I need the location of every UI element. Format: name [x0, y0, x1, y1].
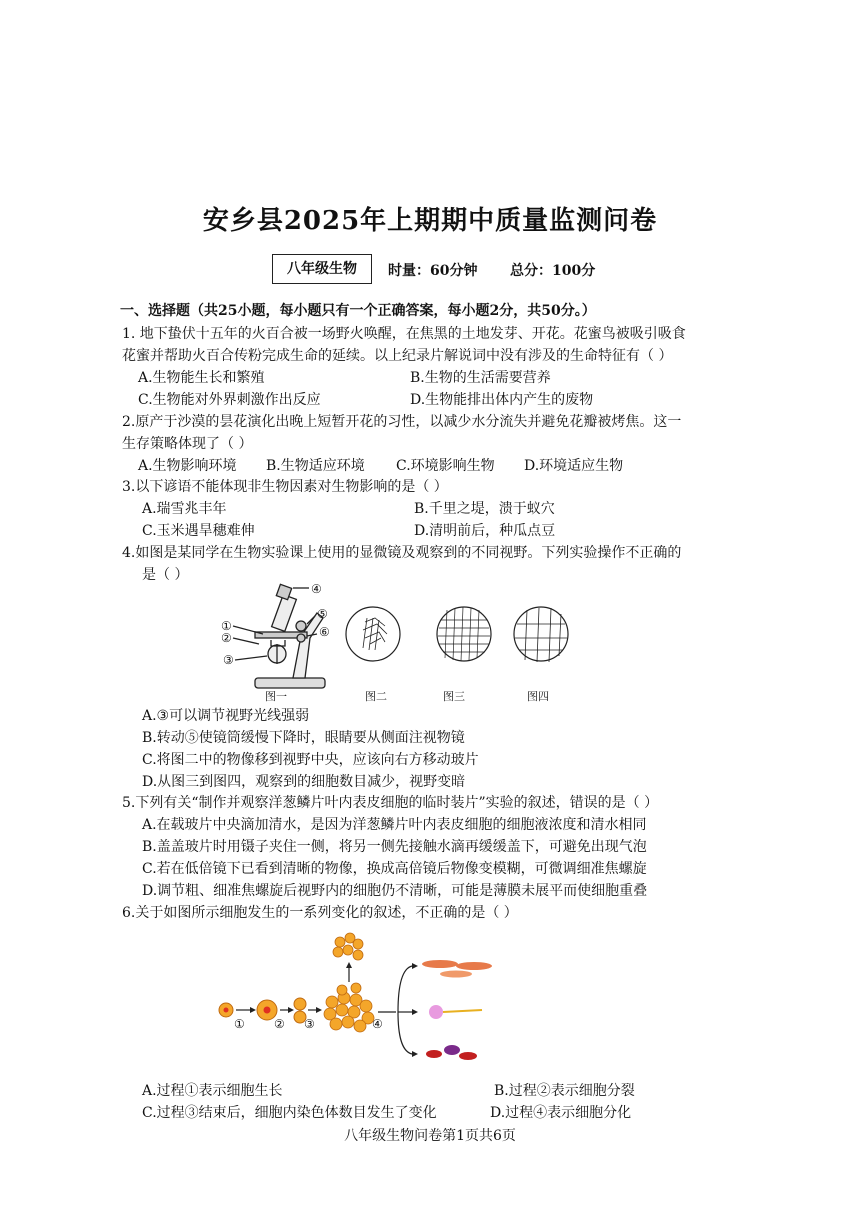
microscope-figure	[215, 578, 595, 708]
q2-option-c: C.环境影响生物	[396, 458, 495, 474]
fig4-label-3: ③	[223, 653, 234, 667]
cell-cluster-large	[324, 983, 374, 1032]
q6-figure	[212, 930, 512, 1065]
field-3-cells	[438, 607, 490, 661]
q2-stem-line1: 2.原产于沙漠的昙花演化出晚上短暂开花的习性，以减少水分流失并避免花瓣被烤焦。这一	[122, 414, 682, 430]
fig4-label-4: ④	[311, 582, 322, 596]
fig-caption-4: 图四	[527, 690, 549, 703]
q3-option-d: D.清明前后，种瓜点豆	[414, 523, 556, 539]
q3-option-c: C.玉米遇旱穗难伸	[142, 523, 255, 539]
fig-caption-1: 图一	[265, 690, 287, 703]
cell-cluster-top	[333, 933, 363, 960]
fig4-label-6: ⑥	[319, 625, 330, 639]
q6-option-c: C.过程③结束后，细胞内染色体数目发生了变化	[142, 1105, 437, 1121]
q5-stem: 5.下列有关“制作并观察洋葱鳞片叶内表皮细胞的临时装片”实验的叙述，错误的是（ ）	[122, 795, 659, 811]
q6-option-d: D.过程④表示细胞分化	[490, 1105, 632, 1121]
q4-option-c: C.将图二中的物像移到视野中央，应该向右方移动玻片	[142, 752, 479, 768]
subject-box: 八年级生物	[272, 254, 372, 284]
q4-figure	[215, 578, 595, 708]
q1-stem-line2: 花蜜并帮助火百合传粉完成生命的延续。以上纪录片解说词中没有涉及的生命特征有（ ）	[122, 348, 673, 364]
q4-option-a: A.③可以调节视野光线强弱	[142, 708, 310, 724]
fig-caption-2: 图二	[365, 690, 387, 703]
tissue-nerve	[429, 1005, 482, 1019]
q6-option-a: A.过程①表示细胞生长	[142, 1083, 283, 1099]
arrow-4-branches	[378, 966, 412, 1054]
fig-caption-3: 图三	[443, 690, 465, 703]
q2-option-d: D.环境适应生物	[524, 458, 624, 474]
q4-option-b: B.转动⑤使镜筒缓慢下降时，眼睛要从侧面注视物镜	[142, 730, 465, 746]
fig4-label-5: ⑤	[317, 607, 328, 621]
q4-stem-line2: 是（ ）	[142, 567, 189, 583]
tissue-muscle	[422, 960, 492, 978]
page-footer: 八年级生物问卷第1页共6页	[344, 1128, 516, 1144]
q3-option-a: A.瑞雪兆丰年	[142, 501, 227, 517]
q2-option-b: B.生物适应环境	[266, 458, 365, 474]
cell-stage-single	[219, 1003, 233, 1017]
q2-option-a: A.生物影响环境	[138, 458, 237, 474]
microscope-drawing	[233, 584, 325, 688]
q1-option-a: A.生物能生长和繁殖	[138, 370, 265, 386]
q4-stem-line1: 4.如图是某同学在生物实验课上使用的显微镜及观察到的不同视野。下列实验操作不正确的	[122, 545, 682, 561]
fig6-label-1: ①	[234, 1017, 245, 1031]
q5-option-c: C.若在低倍镜下已看到清晰的物像，换成高倍镜后物像变模糊，可微调细准焦螺旋	[142, 861, 647, 877]
exam-score: 总分：100分	[510, 263, 596, 279]
tissue-blood	[426, 1045, 477, 1060]
section-header: 一、选择题（共25小题，每小题只有一个正确答案，每小题2分，共50分。）	[120, 303, 596, 319]
field-of-view-2	[346, 607, 400, 661]
q1-option-c: C.生物能对外界刺激作出反应	[138, 392, 321, 408]
q4-option-d: D.从图三到图四，观察到的细胞数目减少，视野变暗	[142, 774, 466, 790]
q1-option-d: D.生物能排出体内产生的废物	[410, 392, 594, 408]
exam-meta	[0, 254, 860, 286]
cell-process-figure	[212, 930, 512, 1065]
q6-option-b: B.过程②表示细胞分裂	[494, 1083, 635, 1099]
q3-stem: 3.以下谚语不能体现非生物因素对生物影响的是（ ）	[122, 479, 448, 495]
fig6-label-4: ④	[372, 1017, 383, 1031]
fig4-label-2: ②	[221, 631, 232, 645]
fig6-label-2: ②	[274, 1017, 285, 1031]
exam-title: 安乡县2025年上期期中质量监测问卷	[202, 206, 658, 236]
field-2-cells	[363, 618, 387, 650]
q1-stem-line1: 1. 地下蛰伏十五年的火百合被一场野火唤醒，在焦黑的土地发芽、开花。花蜜鸟被吸引吸食	[122, 326, 686, 342]
fig6-label-3: ③	[304, 1017, 315, 1031]
q2-stem-line2: 生存策略体现了（ ）	[122, 436, 253, 452]
q5-option-b: B.盖盖玻片时用镊子夹住一侧，将另一侧先接触水滴再缓缓盖下，可避免出现气泡	[142, 839, 647, 855]
q6-stem: 6.关于如图所示细胞发生的一系列变化的叙述，不正确的是（ ）	[122, 905, 518, 921]
q5-option-a: A.在载玻片中央滴加清水，是因为洋葱鳞片叶内表皮细胞的细胞液浓度和清水相同	[142, 817, 647, 833]
q3-option-b: B.千里之堤，溃于蚁穴	[414, 501, 555, 517]
q5-option-d: D.调节粗、细准焦螺旋后视野内的细胞仍不清晰，可能是薄膜未展平而使细胞重叠	[142, 883, 648, 899]
exam-time: 时量：60分钟	[388, 263, 478, 279]
q1-option-b: B.生物的生活需要营养	[410, 370, 551, 386]
fig4-label-1: ①	[221, 619, 232, 633]
